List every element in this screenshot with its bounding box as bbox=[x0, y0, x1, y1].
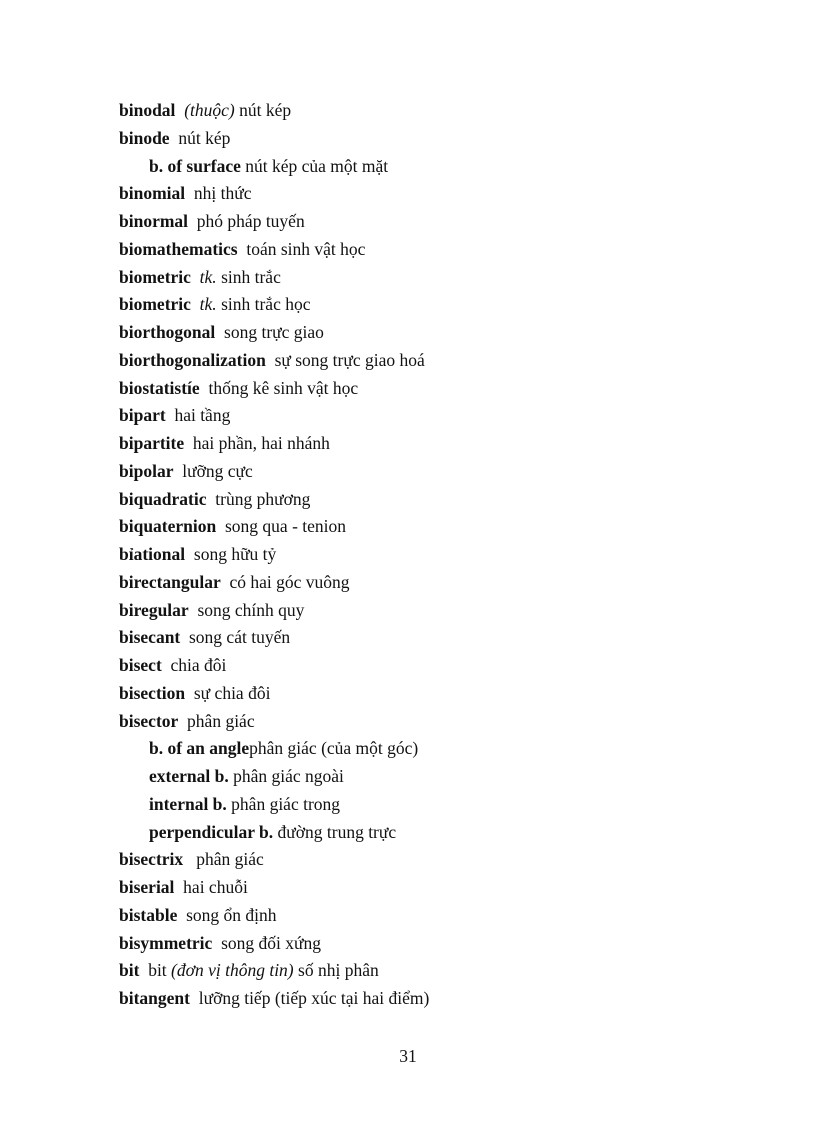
entry-definition: nút kép bbox=[234, 100, 292, 120]
dictionary-subentry bbox=[119, 735, 719, 763]
dictionary-subentry bbox=[119, 819, 719, 847]
entry-term: bisect bbox=[119, 655, 162, 675]
entry-term: perpendicular b. bbox=[149, 821, 274, 842]
dictionary-entry bbox=[119, 930, 719, 958]
dictionary-entry bbox=[119, 208, 719, 236]
entry-term: biostatistíe bbox=[119, 377, 200, 398]
entry-definition: song đối xứng bbox=[212, 932, 321, 953]
dictionary-entry bbox=[119, 125, 719, 153]
entry-term: bisectrix bbox=[119, 849, 184, 870]
dictionary-entry bbox=[119, 347, 719, 375]
dictionary-entry bbox=[119, 458, 719, 486]
entry-definition bbox=[191, 294, 200, 314]
entry-term: b. of an angle bbox=[149, 738, 250, 759]
entry-term: birectangular bbox=[119, 571, 221, 592]
entry-definition: song cát tuyến bbox=[180, 627, 291, 648]
entry-note: (đơn vị thông tin) bbox=[171, 960, 294, 981]
entry-term: biomathematics bbox=[119, 238, 238, 259]
dictionary-entry bbox=[119, 180, 719, 208]
entry-definition: lưỡng cực bbox=[173, 460, 253, 481]
entry-term: bipartite bbox=[119, 433, 185, 453]
entry-note: tk. bbox=[199, 266, 217, 287]
entry-term: biorthogonal bbox=[119, 322, 216, 342]
entry-term: biometric bbox=[119, 294, 191, 315]
entry-definition: hai tầng bbox=[165, 405, 231, 426]
entry-term: biorthogonalization bbox=[119, 349, 266, 370]
entry-term: binomial bbox=[119, 183, 186, 204]
entry-definition: song trực giao bbox=[215, 322, 324, 342]
dictionary-entry bbox=[119, 624, 719, 652]
entry-definition: song qua - tenion bbox=[216, 516, 347, 537]
entry-definition: hai phần, hai nhánh bbox=[184, 433, 330, 453]
dictionary-entry bbox=[119, 902, 719, 930]
dictionary-entry bbox=[119, 291, 719, 319]
entry-term: binormal bbox=[119, 211, 189, 231]
entry-term: biquaternion bbox=[119, 516, 217, 537]
dictionary-entry bbox=[119, 541, 719, 569]
dictionary-entry bbox=[119, 430, 719, 458]
entry-definition: số nhị phân bbox=[293, 960, 379, 981]
entry-term: bisector bbox=[119, 710, 179, 731]
dictionary-entry bbox=[119, 375, 719, 403]
dictionary-entry-list bbox=[119, 97, 719, 1013]
entry-definition: toán sinh vật học bbox=[237, 238, 366, 259]
entry-definition: nhị thức bbox=[185, 183, 252, 204]
entry-definition: thống kê sinh vật học bbox=[199, 377, 359, 398]
entry-term: bisecant bbox=[119, 627, 181, 648]
dictionary-entry bbox=[119, 708, 719, 736]
entry-definition: sự chia đôi bbox=[185, 682, 271, 703]
dictionary-entry bbox=[119, 957, 719, 985]
entry-definition: hai chuỗi bbox=[174, 877, 248, 897]
entry-term: biometric bbox=[119, 266, 191, 287]
entry-term: bisection bbox=[119, 682, 186, 703]
entry-definition bbox=[175, 100, 184, 120]
dictionary-entry bbox=[119, 680, 719, 708]
entry-term: binodal bbox=[119, 100, 176, 120]
entry-term: bitangent bbox=[119, 988, 190, 1008]
entry-definition: song chính quy bbox=[188, 599, 305, 620]
dictionary-entry bbox=[119, 513, 719, 541]
dictionary-subentry bbox=[119, 791, 719, 819]
entry-term: b. of surface bbox=[149, 155, 241, 176]
entry-definition: sinh trắc bbox=[216, 266, 281, 287]
entry-definition: song hữu tỷ bbox=[185, 544, 277, 564]
entry-definition: có hai góc vuông bbox=[220, 571, 350, 592]
dictionary-entry bbox=[119, 846, 719, 874]
dictionary-entry bbox=[119, 486, 719, 514]
entry-term: bipolar bbox=[119, 460, 174, 481]
dictionary-entry bbox=[119, 985, 719, 1013]
entry-definition: đường trung trực bbox=[273, 821, 397, 842]
entry-definition: nút kép của một mặt bbox=[240, 155, 389, 176]
entry-definition: lưỡng tiếp (tiếp xúc tại hai điểm) bbox=[189, 988, 430, 1008]
entry-definition: chia đôi bbox=[161, 655, 227, 675]
dictionary-entry bbox=[119, 319, 719, 347]
entry-term: biserial bbox=[119, 877, 175, 897]
entry-definition bbox=[191, 267, 200, 287]
entry-definition: phó pháp tuyến bbox=[188, 211, 305, 231]
dictionary-entry bbox=[119, 597, 719, 625]
entry-definition: phân giác bbox=[183, 849, 264, 870]
entry-term: binode bbox=[119, 127, 170, 148]
entry-definition: trùng phương bbox=[206, 488, 311, 509]
dictionary-entry bbox=[119, 97, 719, 125]
entry-term: bit bbox=[119, 960, 140, 981]
entry-definition: phân giác bbox=[178, 710, 255, 731]
dictionary-entry bbox=[119, 236, 719, 264]
entry-definition: nút kép bbox=[169, 127, 231, 148]
entry-term: external b. bbox=[149, 766, 229, 786]
entry-definition: phân giác trong bbox=[226, 793, 341, 814]
entry-definition: phân giác (của một góc) bbox=[249, 738, 419, 759]
dictionary-entry bbox=[119, 874, 719, 902]
entry-term: bipart bbox=[119, 405, 166, 426]
dictionary-subentry bbox=[119, 153, 719, 181]
entry-definition: sinh trắc học bbox=[216, 294, 311, 315]
dictionary-entry bbox=[119, 402, 719, 430]
entry-term: biquadratic bbox=[119, 488, 207, 509]
entry-definition: song ổn định bbox=[177, 904, 277, 925]
entry-term: bisymmetric bbox=[119, 932, 213, 953]
dictionary-entry bbox=[119, 652, 719, 680]
entry-definition: phân giác ngoài bbox=[228, 766, 344, 786]
dictionary-entry bbox=[119, 264, 719, 292]
entry-term: bỉational bbox=[119, 544, 186, 564]
dictionary-subentry bbox=[119, 763, 719, 791]
page-number: 31 bbox=[399, 1046, 417, 1066]
entry-term: biregular bbox=[119, 599, 189, 620]
entry-term: internal b. bbox=[149, 793, 227, 814]
dictionary-entry bbox=[119, 569, 719, 597]
entry-note: (thuộc) bbox=[184, 100, 235, 120]
entry-term: bistable bbox=[119, 904, 178, 925]
entry-definition: bit bbox=[139, 960, 172, 981]
entry-definition: sự song trực giao hoá bbox=[265, 349, 425, 370]
entry-note: tk. bbox=[199, 294, 217, 315]
